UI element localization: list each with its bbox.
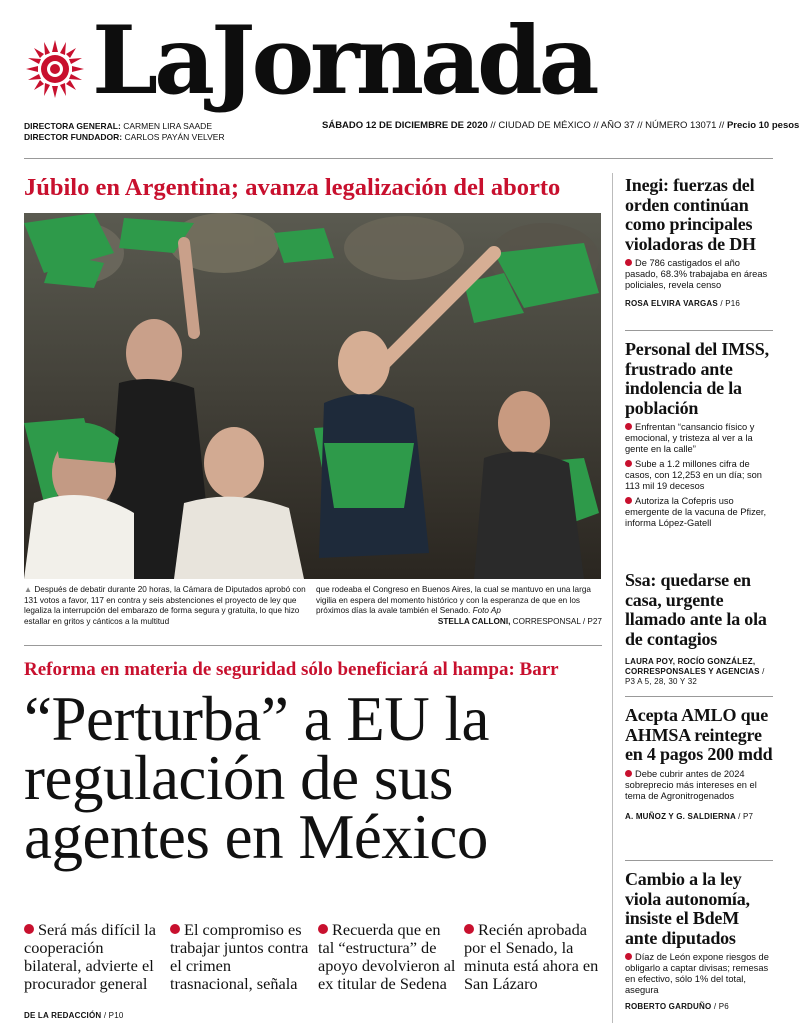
sidebar-headline: Ssa: quedarse en casa, urgente llamado ante la ola de contagios — [625, 570, 767, 649]
bullet-text: Será más difícil la cooperación bilateral, advierte el procurador general — [24, 920, 156, 993]
issue-number: NÚMERO 13071 — [645, 120, 717, 131]
sidebar-byline — [625, 657, 773, 687]
main-bullet-1 — [24, 921, 164, 993]
bullet-text: El compromiso es trabajar juntos contra el crimen trasnacional, señala — [170, 920, 309, 993]
lead-photo[interactable] — [24, 213, 601, 579]
sun-logo-icon — [24, 38, 86, 100]
byline-name: DE LA REDACCIÓN — [24, 1011, 102, 1020]
summary-text: Enfrentan “cansancio físico y emocional, y tristeza al ver a la gente en la calle” — [625, 422, 755, 454]
red-dot-icon — [625, 497, 632, 504]
caption-triangle-icon: ▲ — [24, 585, 33, 594]
masthead-title[interactable]: LaJornada — [92, 6, 596, 116]
byline-page: / P16 — [720, 299, 741, 308]
sidebar-byline — [625, 1002, 773, 1011]
crowd-photo-illustration — [24, 213, 601, 579]
byline-page: / P6 — [713, 1002, 729, 1011]
director-fundador-label: DIRECTOR FUNDADOR: — [24, 131, 123, 142]
lead-caption-left — [24, 585, 308, 627]
main-byline — [24, 1011, 124, 1020]
red-dot-icon — [464, 924, 474, 934]
summary-text: Autoriza la Cofepris uso emergente de la vacuna de Pfizer, informa López-Gatell — [625, 496, 767, 528]
separator: // — [593, 120, 599, 131]
sidebar-divider — [625, 860, 773, 861]
director-general-label: DIRECTORA GENERAL: — [24, 121, 121, 131]
red-dot-icon — [318, 924, 328, 934]
red-dot-icon — [625, 423, 632, 430]
director-general: CARMEN LIRA SAADE — [123, 121, 212, 131]
sidebar-headline: Personal del IMSS, frustrado ante indolencia de la población — [625, 339, 769, 418]
main-bullet-3 — [318, 921, 458, 993]
headline-line-3: agentes en México — [24, 802, 488, 872]
summary-text: Díaz de León expone riesgos de obligarlo a captar divisas; remesas en efectivo, sólo 1% del total, asegura — [625, 952, 769, 995]
sidebar-summary — [625, 258, 773, 291]
red-dot-icon — [625, 460, 632, 467]
masthead-credits — [24, 121, 225, 142]
summary-text: De 786 castigados el año pasado, 68.3% trabajaba en áreas policiales, revela censo — [625, 258, 768, 290]
separator: // — [490, 120, 496, 131]
headline-line-1: “Perturba” a EU la — [24, 684, 490, 754]
red-dot-icon — [24, 924, 34, 934]
lead-caption-right — [316, 585, 602, 627]
byline-name: ROSA ELVIRA VARGAS — [625, 299, 718, 308]
byline-page: / P3 A 5, 28, 30 Y 32 — [625, 667, 765, 686]
director-fundador: CARLOS PAYÁN VELVER — [124, 131, 225, 142]
sidebar-summary — [625, 769, 773, 802]
byline-name: ROBERTO GARDUÑO — [625, 1002, 712, 1011]
issue-price: Precio 10 pesos — [726, 120, 799, 131]
issue-year: AÑO 37 — [600, 120, 635, 131]
sidebar-story-5[interactable] — [625, 870, 773, 1011]
lead-divider — [24, 645, 602, 646]
red-dot-icon — [625, 770, 632, 777]
photo-credit: Foto Ap — [472, 606, 501, 615]
separator: // — [719, 120, 725, 131]
separator: // — [637, 120, 643, 131]
byline-name: LAURA POY, ROCÍO GONZÁLEZ, CORRESPONSALES Y AGENCIAS — [625, 657, 760, 676]
sidebar-summary — [625, 496, 773, 529]
main-kicker[interactable]: Reforma en materia de seguridad sólo beneficiará al hampa: Barr — [24, 659, 559, 680]
sidebar-divider — [625, 696, 773, 697]
column-divider — [612, 173, 613, 1023]
sidebar-headline: Acepta AMLO que AHMSA reintegre en 4 pagos 200 mdd — [625, 705, 773, 764]
byline-page: / P7 — [738, 811, 754, 821]
summary-text: Debe cubrir antes de 2024 sobreprecio más intereses en el tema de Agronitrogenados — [625, 768, 757, 801]
bullet-text: Recuerda que en tal “estructura” de apoyo devolvieron al ex titular de Sedena — [318, 920, 456, 993]
summary-text: Sube a 1.2 millones cifra de casos, con 12,253 en un día; son 113 mil 19 decesos — [625, 459, 762, 491]
byline-page: / P10 — [103, 1011, 124, 1020]
lead-byline-role: CORRESPONSAL / P27 — [512, 616, 602, 626]
sidebar-byline — [625, 812, 773, 821]
byline-name: A. MUÑOZ Y G. SALDIERNA — [625, 811, 736, 821]
sidebar-story-4[interactable] — [625, 706, 773, 821]
sidebar-summary — [625, 459, 773, 492]
lead-kicker[interactable]: Júbilo en Argentina; avanza legalización del aborto — [24, 174, 561, 201]
red-dot-icon — [625, 259, 632, 266]
bullet-text: Recién aprobada por el Senado, la minuta está ahora en San Lázaro — [464, 920, 599, 993]
caption-text: que rodeaba el Congreso en Buenos Aires, la cual se mantuvo en una larga vigilia en espera del momento histórico y con la esperanza de que en los próximos días la avale también el Senado. — [316, 585, 591, 615]
sidebar-summary — [625, 422, 773, 455]
sidebar-story-2[interactable] — [625, 340, 773, 529]
sidebar-story-1[interactable] — [625, 176, 773, 308]
sidebar-summary — [625, 952, 773, 996]
issue-date: SÁBADO 12 DE DICIEMBRE DE 2020 — [322, 120, 488, 131]
red-dot-icon — [625, 953, 632, 960]
sidebar-story-3[interactable] — [625, 571, 773, 687]
sidebar-byline — [625, 299, 773, 308]
sidebar-headline: Cambio a la ley viola autonomía, insiste el BdeM ante diputados — [625, 869, 750, 948]
sidebar-headline: Inegi: fuerzas del orden continúan como principales violadoras de DH — [625, 175, 756, 254]
lead-byline: STELLA CALLONI, — [437, 616, 511, 626]
main-bullet-2 — [170, 921, 310, 993]
masthead-divider — [24, 158, 773, 159]
main-headline[interactable] — [24, 684, 604, 872]
sidebar-divider — [625, 330, 773, 331]
issue-city: CIUDAD DE MÉXICO — [498, 120, 591, 131]
main-bullet-4 — [464, 921, 604, 993]
dateline — [322, 120, 799, 131]
caption-text: Después de debatir durante 20 horas, la Cámara de Diputados aprobó con 131 votos a favor, 117 en contra y seis abstenciones el proyecto de ley que legaliza la interrupción del embarazo de forma segura y gratuita, lo que hizo estallar en gritos y cánticos a la multitud — [24, 585, 306, 626]
red-dot-icon — [170, 924, 180, 934]
headline-line-2: regulación de sus — [24, 743, 453, 813]
